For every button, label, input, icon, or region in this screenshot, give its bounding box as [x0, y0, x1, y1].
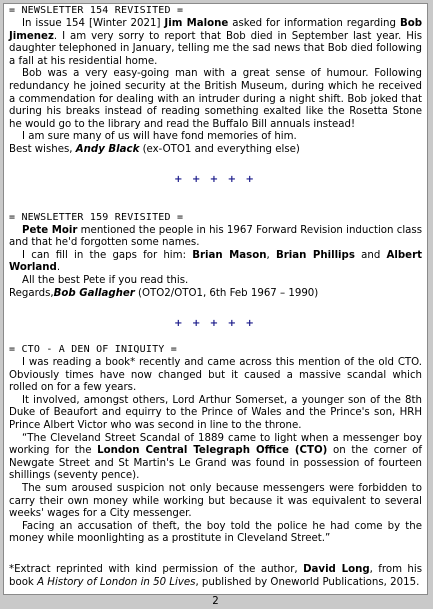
- paragraph: Pete Moir mentioned the people in his 1967 Forward Revision induction class and that he'd forgotten some names.: [9, 224, 423, 249]
- newsletter-page: [3, 3, 428, 608]
- author-name: Bob Gallagher: [53, 287, 135, 299]
- footnote: *Extract reprinted with kind permission of the author, David Long, from his book A History of London in 50 Lives, published by Oneworld Publications, 2015.: [9, 564, 423, 588]
- paragraph: In issue 154 [Winter 2021] Jim Malone asked for information regarding Bob Jimenez. I am very sorry to report that Bob died in September last year. His daughter telephoned in January, telling me the sad news that Bob died following a fall at his residential home.: [9, 18, 422, 67]
- paragraph: The sum aroused suspicion not only because messengers were forbidden to carry their own money while working but because it was equivalent to several weeks' wages for a City messenger.: [9, 483, 422, 520]
- page-number: 2: [212, 596, 219, 608]
- paragraph: Facing an accusation of theft, the boy told the police he had come by the money while moonlighting as a prostitute in Cleveland Street.”: [9, 520, 422, 545]
- name-bob-jimenez: Bob Jimenez: [9, 18, 422, 42]
- section-separator: + + + + +: [174, 173, 257, 185]
- name-david-long: David Long: [303, 564, 370, 575]
- name-pete-moir: Pete Moir: [22, 224, 78, 236]
- paragraph: It involved, amongst others, Lord Arthur Somerset, a younger son of the 8th Duke of Beaufort and equirry to the Prince of Wales and the Prince's son, HRH Prince Albert Victor who was second in line to the throne.: [9, 394, 422, 432]
- paragraph: All the best Pete if you read this.: [22, 274, 189, 286]
- signature: Best wishes, Andy Black (ex-OTO1 and everything else): [9, 143, 300, 155]
- name-cto: London Central Telegraph Office (CTO): [97, 445, 328, 457]
- paragraph: I am sure many of us will have fond memories of him.: [22, 131, 297, 143]
- name-jim-malone: Jim Malone: [164, 18, 229, 29]
- section-heading-cto: = CTO - A DEN OF INIQUITY =: [9, 344, 177, 356]
- signature: Regards,Bob Gallagher (OTO2/OTO1, 6th Feb 1967 – 1990): [9, 287, 319, 299]
- section-separator: + + + + +: [174, 318, 257, 330]
- paragraph: I can fill in the gaps for him: Brian Mason, Brian Phillips and Albert Worland.: [9, 249, 422, 274]
- section-heading-newsletter-154: = NEWSLETTER 154 REVISITED =: [9, 5, 184, 16]
- paragraph: “The Cleveland Street Scandal of 1889 came to light when a messenger boy working for the London Central Telegraph Office (CTO) on the corner of Newgate Street and St Martin's Le Grand was found in possession of fourteen shillings (seventy pence).: [9, 432, 422, 482]
- paragraph: I was reading a book* recently and came across this mention of the old CTO. Obviously times have now changed but it caused a massive scandal which rolled on for a few years.: [9, 357, 422, 394]
- section-heading-newsletter-159: = NEWSLETTER 159 REVISITED =: [9, 211, 184, 223]
- author-name: Andy Black: [75, 143, 140, 155]
- paragraph: Bob was a very easy-going man with a great sense of humour. Following redundancy he joined security at the British Museum, during which he received a commendation for dealing with an intruder during a night shift. Bob joked that during his breaks instead of reading something exalted like the Rosetta Stone he would go to the library and read the Buffalo Bill annuals instead!: [9, 68, 422, 130]
- book-title: A History of London in 50 Lives: [37, 576, 196, 588]
